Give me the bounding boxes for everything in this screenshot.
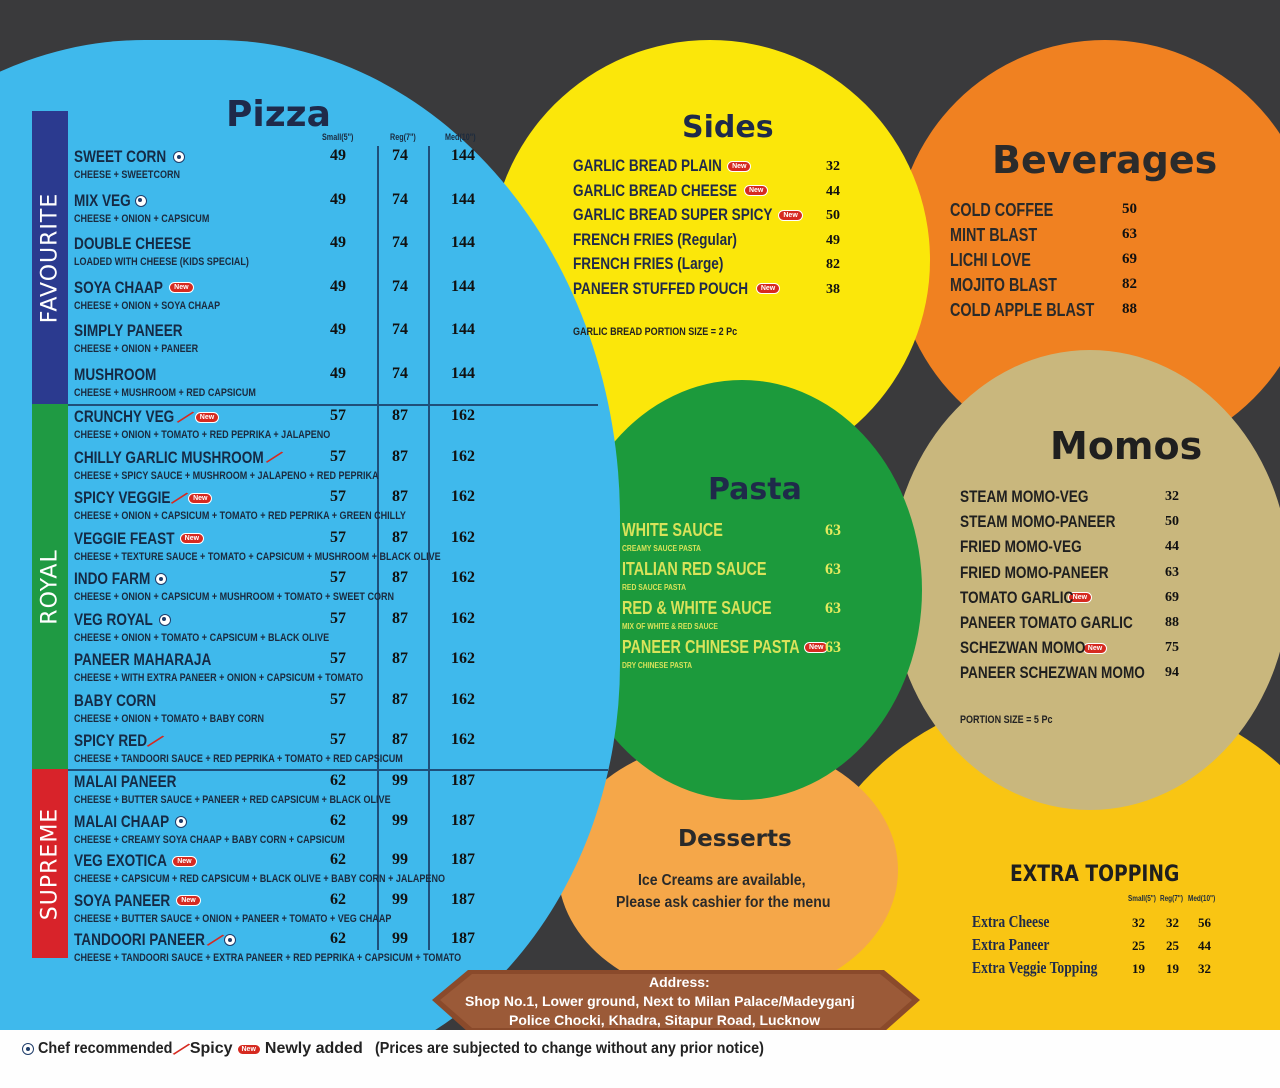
col-med: Med(10") (445, 132, 476, 142)
pasta-item-price: 63 (825, 561, 841, 578)
price-reg: 99 (392, 930, 408, 947)
sides-item-price: 38 (826, 281, 840, 297)
legend-chef: Chef recommended (38, 1040, 173, 1057)
sides-item-name: FRENCH FRIES (Regular) (573, 229, 737, 249)
momo-item-price: 32 (1165, 489, 1179, 504)
pizza-item-name (74, 407, 219, 427)
price-reg: 87 (392, 407, 408, 424)
pizza-item-desc: CHEESE + ONION + CAPSICUM + MUSHROOM + TOMATO + SWEET CORN (74, 591, 395, 603)
new-badge-icon: New (176, 895, 200, 906)
price-med: 162 (451, 569, 475, 586)
pizza-item-title: DOUBLE CHEESE (74, 234, 192, 253)
chef-icon (224, 934, 236, 946)
price-reg: 87 (392, 447, 408, 465)
new-badge-icon: New (1083, 643, 1107, 654)
sides-item-name: FRENCH FRIES (Large) (573, 254, 724, 273)
price-reg: 87 (392, 609, 408, 627)
price-small: 57 (330, 488, 346, 505)
price-med: 144 (451, 364, 475, 382)
price-reg: 99 (392, 890, 408, 908)
pizza-item-desc: CHEESE + WITH EXTRA PANEER + ONION + CAPSICUM + TOMATO (74, 672, 364, 684)
legend-spicy: Spicy (189, 1040, 233, 1057)
topping-price-med: 44 (1198, 938, 1211, 953)
momo-item-name: STEAM MOMO-VEG (960, 487, 1089, 506)
pasta-title: Pasta (708, 472, 802, 507)
price-med: 162 (451, 690, 475, 708)
sides-item (573, 229, 737, 250)
momo-item-price: 88 (1165, 615, 1179, 630)
pizza-item-name (74, 488, 212, 508)
price-reg: 74 (392, 277, 408, 295)
pizza-item-name (74, 772, 177, 792)
pizza-item-desc: CHEESE + TEXTURE SAUCE + TOMATO + CAPSICUM + MUSHROOM + BLACK OLIVE (74, 550, 441, 563)
beverage-item-name: LICHI LOVE (950, 250, 1031, 270)
momos-title: Momos (1050, 424, 1203, 468)
momos-note: PORTION SIZE = 5 Pc (960, 714, 1053, 726)
beverage-item-price: 82 (1122, 276, 1137, 292)
pizza-item-title: SOYA CHAAP (74, 277, 163, 297)
price-small: 57 (330, 447, 346, 465)
beverages-title: Beverages (992, 138, 1218, 182)
price-small: 57 (330, 650, 346, 667)
pizza-item-name (74, 930, 236, 950)
momo-item (960, 537, 1084, 557)
pizza-item-name (74, 147, 185, 167)
chef-icon (135, 195, 147, 207)
col-reg: Reg(7") (390, 132, 416, 142)
price-reg: 87 (392, 488, 408, 505)
price-small: 62 (330, 851, 346, 868)
pasta-item-price: 63 (825, 639, 841, 656)
pizza-item-title: CHILLY GARLIC MUSHROOM (74, 447, 264, 467)
chef-icon (173, 151, 185, 163)
price-reg: 87 (392, 528, 408, 546)
price-small: 49 (330, 321, 346, 338)
pizza-title: Pizza (226, 94, 331, 135)
sides-item (573, 279, 780, 299)
price-small: 57 (330, 609, 346, 627)
pizza-item-title: TANDOORI PANEER (74, 930, 205, 949)
pasta-item-desc: DRY CHINESE PASTA (622, 661, 693, 670)
price-reg: 87 (392, 650, 408, 667)
price-small: 57 (330, 407, 346, 424)
topping-item-name: Extra Cheese (972, 912, 1050, 931)
pizza-item-title: VEG EXOTICA (74, 851, 167, 870)
new-badge-icon: New (169, 282, 193, 293)
legend (22, 1040, 807, 1058)
pizza-item-desc: CHEESE + ONION + SOYA CHAAP (74, 299, 221, 312)
topping-price-med: 56 (1198, 915, 1211, 930)
pizza-item-desc: LOADED WITH CHEESE (KIDS SPECIAL) (74, 256, 249, 268)
pizza-item-name (74, 610, 171, 630)
sides-item-price: 50 (826, 208, 840, 223)
pizza-item-desc: CHEESE + ONION + CAPSICUM (74, 212, 210, 225)
beverage-item (950, 250, 1051, 271)
price-small: 57 (330, 569, 346, 586)
momo-item (960, 638, 1107, 658)
pizza-item-title: SIMPLY PANEER (74, 321, 183, 340)
momo-item-name: PANEER TOMATO GARLIC (960, 613, 1133, 632)
category-band-supreme (32, 769, 68, 958)
beverage-item-name: MOJITO BLAST (950, 275, 1057, 295)
sides-item-price: 82 (826, 257, 840, 272)
chili-icon: ╱ (207, 930, 223, 949)
price-med: 162 (451, 650, 475, 667)
topping-item (972, 935, 1069, 955)
new-badge-icon: New (778, 210, 802, 221)
pizza-item-desc: CHEESE + SWEETCORN (74, 169, 181, 181)
price-reg: 87 (392, 731, 408, 748)
beverage-item (950, 300, 1130, 321)
desserts-line1: Ice Creams are available, (638, 872, 806, 889)
pasta-item-price: 63 (825, 522, 841, 539)
pizza-item-desc: CHEESE + TANDOORI SAUCE + RED PEPRIKA + TOMATO + RED CAPSICUM (74, 753, 403, 765)
pizza-item-name (74, 650, 214, 670)
price-reg: 74 (392, 234, 408, 251)
pizza-item-desc: CHEESE + CAPSICUM + RED CAPSICUM + BLACK OLIVE + BABY CORN + JALAPENO (74, 873, 445, 885)
topping-col-med: Med(10") (1188, 894, 1216, 903)
pizza-item-name (74, 447, 283, 468)
pizza-item-title: INDO FARM (74, 569, 151, 588)
price-small: 49 (330, 364, 346, 382)
topping-item (972, 912, 1069, 932)
pizza-item-title: CRUNCHY VEG (74, 407, 175, 426)
pasta-item-name: WHITE SAUCE (622, 520, 723, 540)
new-badge-icon: New (727, 161, 751, 172)
price-med: 162 (451, 488, 475, 505)
column-divider (428, 146, 430, 950)
sides-item (573, 254, 724, 274)
pizza-item-name (74, 812, 187, 832)
pizza-item-desc: CHEESE + BUTTER SAUCE + PANEER + RED CAPSICUM + BLACK OLIVE (74, 794, 391, 806)
sides-item-name: PANEER STUFFED POUCH (573, 278, 749, 298)
chili-icon: ╱ (174, 1039, 190, 1058)
price-med: 144 (451, 190, 475, 208)
price-reg: 99 (392, 851, 408, 868)
pizza-item-title: MALAI CHAAP (74, 811, 170, 831)
section-divider (68, 404, 598, 406)
price-reg: 87 (392, 569, 408, 586)
chef-icon (22, 1043, 34, 1055)
chili-icon: ╱ (266, 448, 283, 467)
pasta-item (622, 637, 828, 658)
price-small: 49 (330, 190, 346, 208)
pizza-item-desc: CHEESE + ONION + CAPSICUM + TOMATO + RED PEPRIKA + GREEN CHILLY (74, 510, 406, 522)
topping-item-name: Extra Paneer (972, 935, 1050, 954)
pizza-item-desc: CHEESE + ONION + TOMATO + CAPSICUM + BLACK OLIVE (74, 631, 330, 644)
price-small: 49 (330, 277, 346, 295)
address-line1: Shop No.1, Lower ground, Next to Milan Palace/Madeyganj (465, 993, 855, 1009)
price-reg: 74 (392, 190, 408, 208)
sides-note: GARLIC BREAD PORTION SIZE = 2 Pc (573, 326, 738, 338)
sides-item-price: 44 (826, 183, 840, 199)
category-label: SUPREME (37, 807, 63, 920)
pizza-item-title: SPICY RED (74, 731, 148, 750)
price-med: 187 (451, 772, 475, 789)
price-small: 49 (330, 147, 346, 164)
momo-item-price: 69 (1165, 589, 1179, 605)
price-med: 162 (451, 528, 475, 546)
topping-price-small: 25 (1132, 938, 1145, 953)
topping-col-reg: Reg(7") (1160, 894, 1183, 903)
momo-item-name: FRIED MOMO-PANEER (960, 562, 1109, 582)
momo-item (960, 487, 1093, 507)
new-badge-icon: New (756, 283, 780, 294)
chef-icon (159, 614, 171, 626)
chef-icon (155, 573, 167, 585)
pasta-item-price: 63 (825, 600, 841, 617)
beverage-item (950, 275, 1084, 296)
momo-item (960, 588, 1092, 608)
col-small: Small(5") (322, 132, 354, 142)
pizza-item-title: VEG ROYAL (74, 609, 153, 629)
pizza-item-desc: CHEESE + ONION + TOMATO + BABY CORN (74, 712, 265, 725)
pizza-item-name (74, 234, 193, 254)
price-med: 162 (451, 609, 475, 627)
pasta-item (622, 598, 800, 619)
pizza-item-title: SOYA PANEER (74, 890, 171, 910)
new-badge-icon: New (188, 493, 212, 504)
momo-item-name: SCHEZWAN MOMO (960, 638, 1086, 658)
pasta-item (622, 559, 794, 580)
price-reg: 99 (392, 811, 408, 829)
price-med: 187 (451, 851, 475, 868)
category-band-favourite (32, 111, 68, 404)
price-med: 144 (451, 147, 475, 164)
chef-icon (175, 816, 187, 828)
momo-item (960, 563, 1112, 583)
momo-item-name: FRIED MOMO-VEG (960, 537, 1082, 557)
price-small: 62 (330, 890, 346, 908)
pizza-item-desc: CHEESE + BUTTER SAUCE + ONION + PANEER + TOMATO + VEG CHAAP (74, 912, 392, 925)
pizza-item-name (74, 191, 147, 211)
beverage-item-name: COLD APPLE BLAST (950, 300, 1095, 320)
topping-price-small: 32 (1132, 915, 1145, 930)
desserts-title: Desserts (678, 826, 792, 852)
momo-item-price: 50 (1165, 514, 1179, 530)
sides-item-price: 32 (826, 159, 840, 174)
legend-disclaimer: (Prices are subjected to change without any prior notice) (374, 1040, 764, 1057)
new-badge-icon: New (1068, 592, 1092, 603)
pizza-item-title: PANEER MAHARAJA (74, 650, 212, 669)
price-small: 62 (330, 930, 346, 947)
category-label: FAVOURITE (37, 192, 63, 323)
pizza-item-name (74, 691, 158, 711)
beverage-item-price: 88 (1122, 301, 1137, 317)
sides-item-price: 49 (826, 232, 840, 248)
price-med: 162 (451, 447, 475, 465)
new-badge-icon: New (195, 412, 219, 423)
sides-item (573, 156, 751, 176)
chili-icon: ╱ (178, 407, 194, 426)
price-reg: 74 (392, 147, 408, 164)
price-reg: 87 (392, 690, 408, 708)
topping-price-reg: 32 (1166, 915, 1179, 930)
price-med: 144 (451, 321, 475, 338)
price-reg: 74 (392, 321, 408, 338)
pizza-item-title: MALAI PANEER (74, 772, 177, 791)
sides-item-name: GARLIC BREAD PLAIN (573, 156, 722, 175)
price-small: 57 (330, 690, 346, 708)
price-reg: 74 (392, 364, 408, 382)
momo-item-name: TOMATO GARLIC (960, 587, 1074, 607)
category-label: ROYAL (37, 548, 63, 625)
topping-col-small: Small(5") (1128, 894, 1156, 903)
pizza-item-title: MIX VEG (74, 190, 131, 210)
topping-price-small: 19 (1132, 961, 1145, 976)
address-label: Address: (649, 974, 710, 990)
price-small: 62 (330, 811, 346, 829)
momo-item-price: 94 (1165, 665, 1179, 681)
new-badge-icon: New (744, 185, 768, 196)
pasta-item-name: ITALIAN RED SAUCE (622, 559, 767, 579)
beverage-item-name: MINT BLAST (950, 225, 1038, 245)
price-small: 57 (330, 731, 346, 748)
chili-icon: ╱ (148, 731, 164, 750)
pizza-item-title: SPICY VEGGIE (74, 488, 171, 507)
price-med: 187 (451, 890, 475, 908)
pasta-item (622, 520, 742, 541)
topping-price-med: 32 (1198, 961, 1211, 976)
momo-item-price: 44 (1165, 539, 1179, 555)
pizza-item-name (74, 891, 201, 911)
pizza-item-title: SWEET CORN (74, 147, 167, 166)
momo-item-name: STEAM MOMO-PANEER (960, 512, 1116, 532)
pasta-item-desc: MIX OF WHITE & RED SAUCE (622, 622, 718, 631)
category-band-royal (32, 404, 68, 769)
momo-item (960, 613, 1136, 633)
beverage-item-price: 50 (1122, 201, 1137, 217)
pizza-item-desc: CHEESE + CREAMY SOYA CHAAP + BABY CORN + CAPSICUM (74, 833, 345, 846)
price-med: 144 (451, 277, 475, 295)
price-med: 187 (451, 811, 475, 829)
momo-item-name: PANEER SCHEZWAN MOMO (960, 663, 1145, 683)
pizza-item-name (74, 278, 194, 298)
pizza-item-desc: CHEESE + ONION + PANEER (74, 343, 199, 355)
new-badge-icon: New (237, 1044, 261, 1055)
beverage-item-price: 69 (1122, 251, 1137, 267)
new-badge-icon: New (172, 856, 196, 867)
pizza-item-title: BABY CORN (74, 690, 157, 710)
pasta-item-name: RED & WHITE SAUCE (622, 598, 772, 618)
pizza-item-desc: CHEESE + ONION + TOMATO + RED PEPRIKA + JALAPENO (74, 429, 331, 441)
pizza-item-desc: CHEESE + TANDOORI SAUCE + EXTRA PANEER + RED PEPRIKA + CAPSICUM + TOMATO (74, 952, 462, 964)
momo-item (960, 663, 1151, 683)
price-med: 162 (451, 731, 475, 748)
legend-new: Newly added (264, 1040, 363, 1057)
price-small: 62 (330, 772, 346, 789)
pasta-item-name: PANEER CHINESE PASTA (622, 637, 800, 657)
price-med: 144 (451, 234, 475, 251)
pizza-item-name (74, 365, 160, 385)
desserts-line2: Please ask cashier for the menu (616, 894, 831, 911)
pizza-item-name (74, 851, 197, 871)
sides-item (573, 181, 768, 201)
pasta-item-desc: RED SAUCE PASTA (622, 583, 686, 592)
pizza-item-desc: CHEESE + MUSHROOM + RED CAPSICUM (74, 386, 256, 399)
sides-title: Sides (682, 110, 774, 145)
momo-item-price: 63 (1165, 564, 1179, 580)
new-badge-icon: New (180, 533, 204, 544)
beverage-item (950, 225, 1059, 246)
sides-item (573, 205, 803, 225)
pizza-item-name (74, 569, 167, 589)
pizza-item-title: MUSHROOM (74, 364, 157, 384)
section-divider (68, 769, 608, 771)
beverage-item-price: 63 (1122, 226, 1137, 242)
sides-item-name: GARLIC BREAD SUPER SPICY (573, 205, 773, 224)
pizza-item-name (74, 529, 204, 549)
price-small: 49 (330, 234, 346, 251)
topping-item (972, 958, 1129, 978)
price-small: 57 (330, 528, 346, 546)
topping-item-name: Extra Veggie Topping (972, 958, 1098, 977)
momo-item-price: 75 (1165, 640, 1179, 656)
sides-item-name: GARLIC BREAD CHEESE (573, 180, 737, 200)
topping-price-reg: 19 (1166, 961, 1179, 976)
price-reg: 99 (392, 772, 408, 789)
pizza-item-title: VEGGIE FEAST (74, 528, 175, 548)
momo-item (960, 512, 1120, 532)
topping-price-reg: 25 (1166, 938, 1179, 953)
extra-topping-title: EXTRA TOPPING (1010, 862, 1180, 887)
pizza-item-name (74, 321, 183, 341)
pizza-item-name (74, 731, 164, 751)
beverage-item (950, 200, 1079, 221)
address-line2: Police Chocki, Khadra, Sitapur Road, Lucknow (509, 1012, 821, 1028)
price-med: 187 (451, 930, 475, 947)
pizza-item-desc: CHEESE + SPICY SAUCE + MUSHROOM + JALAPENO + RED PEPRIKA (74, 469, 379, 482)
chili-icon: ╱ (171, 488, 187, 507)
legend-bar (0, 1030, 1280, 1088)
new-badge-icon: New (804, 642, 828, 653)
pasta-item-desc: CREAMY SAUCE PASTA (622, 544, 701, 553)
price-med: 162 (451, 407, 475, 424)
beverage-item-name: COLD COFFEE (950, 200, 1054, 220)
